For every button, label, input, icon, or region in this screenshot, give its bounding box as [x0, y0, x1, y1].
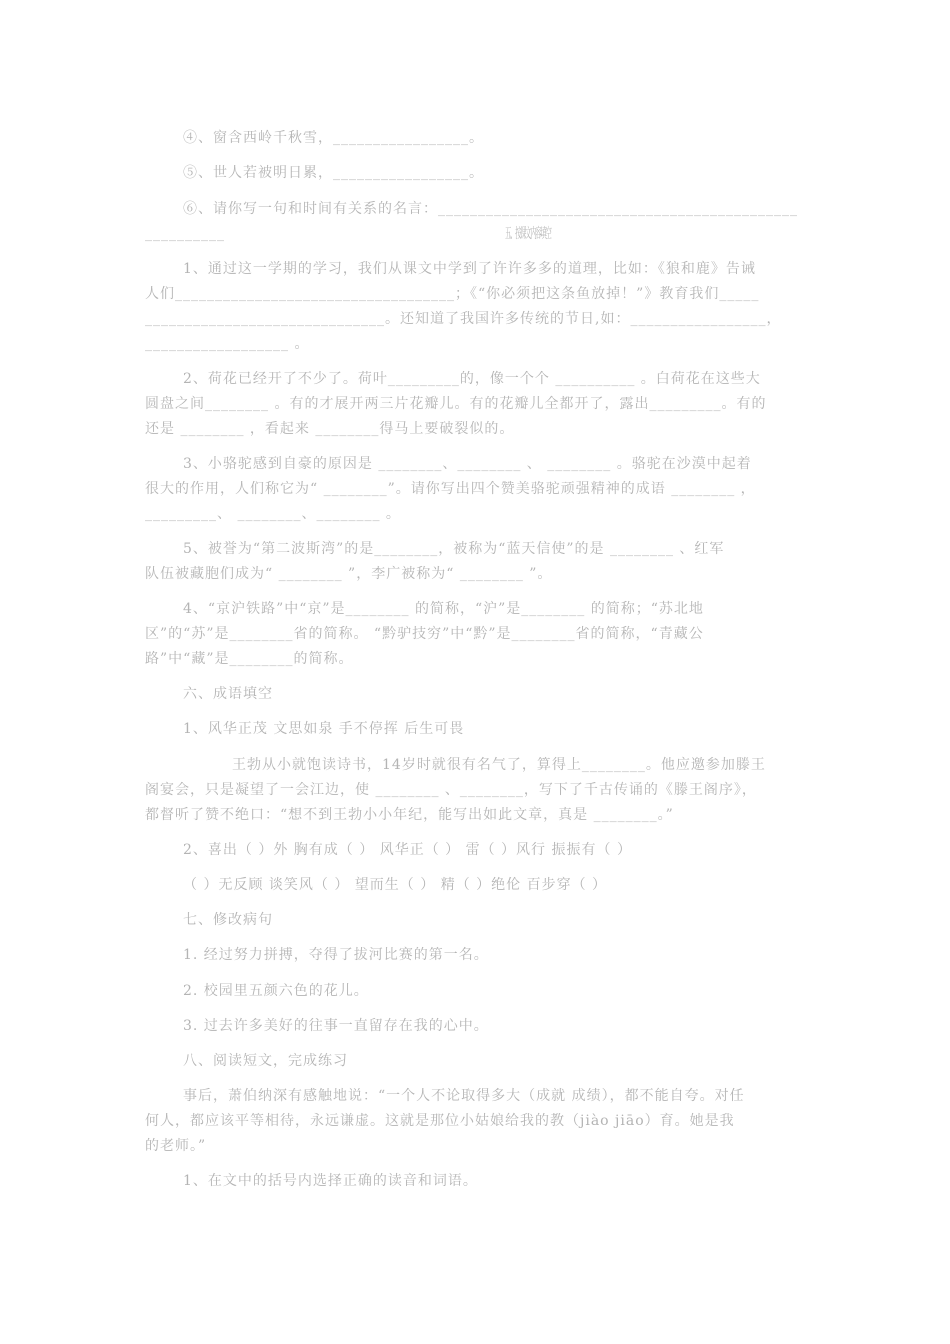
- q5-1-line-4: __________________ 。: [145, 336, 310, 352]
- wangbo-story-line-1: 王勃从小就饱读诗书，14岁时就很有名气了，算得上________。他应邀参加滕王: [232, 757, 766, 773]
- q5-4-line-1: 4、“京沪铁路”中“京”是________ 的简称，“沪”是________ 的简称；“苏北地: [183, 601, 704, 617]
- reading-passage-line-3: 的老师。”: [145, 1138, 207, 1154]
- q5-3-line-1: 3、小骆驼感到自豪的原因是 ________、________ 、 ________ 。骆驼在沙漠中起着: [183, 456, 752, 472]
- wangbo-story-line-3: 都督听了赞不绝口：“想不到王勃小小年纪，能写出如此文章，真是 ________。”: [145, 807, 674, 823]
- q5-5-line-1: 5、被誉为“第二波斯湾”的是________，被称为“蓝天信使”的是 ________ 、红军: [183, 541, 725, 557]
- reading-passage-line-1: 事后，萧伯纳深有感触地说：“一个人不论取得多大（成就 成绩），都不能自夸。对任: [183, 1088, 745, 1104]
- q5-1-line-3: ______________________________。还知道了我国许多传统的节日,如：_________________，: [145, 311, 782, 327]
- q5-2-line-2: 圆盘之间________ 。有的才展开两三片花瓣儿。有的花瓣儿全都开了，露出_________。有的: [145, 396, 767, 412]
- q5-2-line-3: 还是 ________ ，看起来 ________得马上要破裂似的。: [145, 421, 515, 437]
- q5-1-line-2: 人们___________________________________；《“你必须把这条鱼放掉！”》教育我们_____: [145, 286, 760, 302]
- q5-5-line-2: 队伍被藏胞们成为“ ________ ”，李广被称为“ ________ ”。: [145, 566, 553, 582]
- q5-3-line-2: 很大的作用，人们称它为“ ________”。请你写出四个赞美骆驼顽强精神的成语 ________ ，: [145, 481, 756, 497]
- wangbo-story-line-2: 阁宴会，只是凝望了一会江边，使 ________ 、________，写下了千古传诵的《滕王阁序》，: [145, 782, 757, 798]
- idiom-fill-row-2: （ ）无反顾 谈笑风（ ） 望而生（ ） 精（ ）绝伦 百步穿（ ）: [183, 877, 608, 893]
- q5-1-line-1: 1、通过这一学期的学习，我们从课文中学到了许许多多的道理，比如：《狼和鹿》告诫: [183, 261, 756, 277]
- q5-2-line-1: 2、荷花已经开了不少了。荷叶_________的，像一个个 __________ 。白荷花在这些大: [183, 371, 761, 387]
- section-seven-heading: 七、修改病句: [183, 912, 273, 928]
- idiom-word-list: 1、风华正茂 文思如泉 手不停挥 后生可畏: [183, 721, 465, 737]
- reading-question-1: 1、在文中的括号内选择正确的读音和词语。: [183, 1173, 478, 1189]
- poem-line-5: ⑤、世人若被明日累，_________________。: [183, 165, 484, 181]
- quote-blank-continued: __________: [145, 226, 225, 242]
- idiom-fill-row-1: 2、喜出（ ）外 胸有成（ ） 风华正（ ） 雷（ ）风行 振振有（ ）: [183, 842, 632, 858]
- q5-4-line-3: 路”中“藏”是________的简称。: [145, 651, 354, 667]
- poem-line-4: ④、窗含西岭千秋雪，_________________。: [183, 130, 484, 146]
- sentence-fix-3: 3. 过去许多美好的往事一直留存在我的心中。: [183, 1018, 489, 1034]
- section-five-heading: 五、按课文内容填空: [505, 226, 551, 242]
- sentence-fix-1: 1. 经过努力拼搏，夺得了拔河比赛的第一名。: [183, 947, 489, 963]
- section-six-heading: 六、成语填空: [183, 686, 273, 702]
- q5-4-line-2: 区”的“苏”是________省的简称。 “黔驴技穷”中“黔”是________省的简称，“青藏公: [145, 626, 704, 642]
- q5-3-line-3: _________、 ________、________ 。: [145, 506, 401, 522]
- reading-passage-line-2: 何人，都应该平等相待，永远谦虚。这就是那位小姑娘给我的教（jiào jiāo）育。她是我: [145, 1113, 735, 1129]
- section-eight-heading: 八、阅读短文，完成练习: [183, 1053, 348, 1069]
- sentence-fix-2: 2. 校园里五颜六色的花儿。: [183, 983, 369, 999]
- quote-prompt: ⑥、请你写一句和时间有关系的名言：_____________________________________________: [183, 201, 798, 217]
